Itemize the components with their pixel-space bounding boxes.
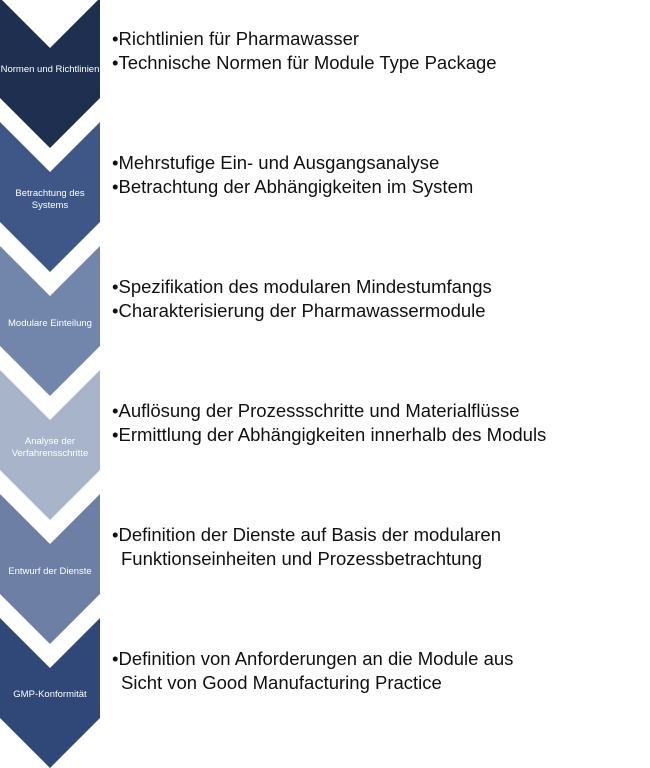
- step-1-chevron-label: Normen und Richtlinien: [0, 64, 100, 75]
- step-5-chevron-label: Entwurf der Dienste: [8, 566, 92, 577]
- step-4-bullet-2: •Ermittlung der Abhängigkeiten innerhalb des Moduls: [112, 424, 547, 445]
- step-3-bullet-2: •Charakterisierung der Pharmawassermodule: [112, 300, 486, 321]
- step-1-bullet-2: •Technische Normen für Module Type Package: [112, 52, 497, 73]
- step-3-box: [100, 253, 644, 345]
- chevron-column: [0, 0, 100, 768]
- step-6-bullet-1: •Definition von Anforderungen an die Module aus: [112, 648, 514, 669]
- step-1-bullet-1: •Richtlinien für Pharmawasser: [112, 28, 360, 49]
- step-5-bullet-1: •Definition der Dienste auf Basis der modularen: [112, 524, 502, 545]
- box-borders: [102, 7, 643, 716]
- step-3-bullet-1: •Spezifikation des modularen Mindestumfangs: [112, 276, 492, 297]
- step-5-bullet-2: Funktionseinheiten und Prozessbetrachtung: [121, 548, 482, 569]
- step-3-chevron-label: Modulare Einteilung: [8, 318, 92, 329]
- step-6-chevron-label: GMP-Konformität: [13, 689, 87, 700]
- step-4-chevron-label: Analyse der Verfahrensschritte: [11, 436, 89, 459]
- step-2-bullet-2: •Betrachtung der Abhängigkeiten im System: [112, 176, 474, 197]
- step-4-box: [100, 377, 644, 469]
- step-4-bullet-1: •Auflösung der Prozessschritte und Materialflüsse: [112, 400, 520, 421]
- step-6-box: [100, 625, 644, 717]
- step-1-box: [100, 5, 644, 97]
- step-2-box: [100, 129, 644, 221]
- step-2-bullet-1: •Mehrstufige Ein- und Ausgangsanalyse: [112, 152, 440, 173]
- step-5-box: [100, 501, 644, 593]
- step-6-bullet-2: Sicht von Good Manufacturing Practice: [121, 672, 442, 693]
- step-2-chevron-label: Betrachtung des Systems: [15, 188, 85, 211]
